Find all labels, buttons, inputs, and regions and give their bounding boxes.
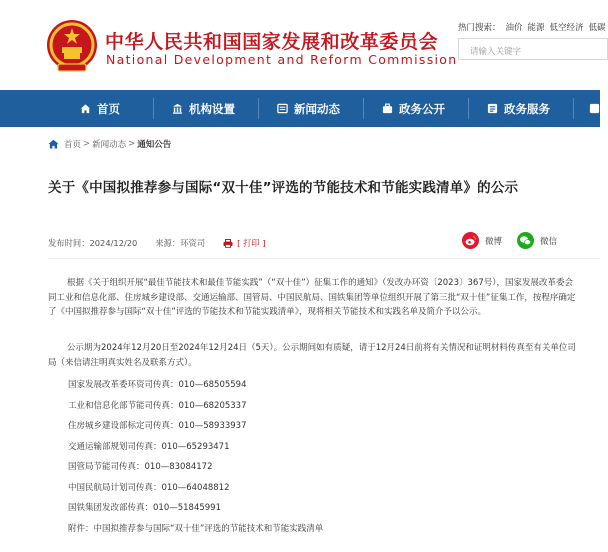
wechat-icon — [517, 232, 534, 249]
wechat-label: 微信 — [540, 236, 558, 247]
contact-line: 工业和信息化部节能司传真：010—68205337 — [68, 401, 247, 411]
nav-item-gov-services[interactable] — [487, 90, 550, 127]
publish-date: 2024/12/20 — [89, 238, 138, 248]
news-icon — [277, 103, 288, 114]
more-nav-icon — [589, 103, 600, 114]
nav-item-institutions[interactable] — [172, 90, 235, 127]
nav-divider — [468, 98, 469, 119]
print-label: [ 打印 ] — [237, 238, 266, 248]
nav-label: 机构设置 — [189, 101, 235, 116]
breadcrumb-separator: > — [128, 139, 136, 149]
breadcrumb — [48, 138, 171, 150]
search-input[interactable] — [459, 42, 607, 62]
hot-search-item[interactable]: 低空经济 — [549, 23, 584, 33]
share-wechat[interactable] — [517, 232, 557, 249]
nav-divider — [573, 98, 574, 119]
nav-item-news[interactable] — [277, 90, 340, 127]
article-title: 关于《中国拟推荐参与国际“双十佳”评选的节能技术和节能实践清单》的公示 — [48, 180, 519, 196]
print-icon — [223, 239, 233, 248]
article-paragraph: 公示期为2024年12月20日至2024年12月24日（5天）。公示期间如有质疑，请于12月24日前将有关情况和证明材料传真至有关单位司局（来信请注明真实姓名及联系方式）。 — [48, 343, 576, 368]
hot-search — [458, 21, 606, 33]
breadcrumb-home-icon — [48, 139, 59, 149]
nav-divider — [363, 98, 364, 119]
contact-line: 中国民航局计划司传真：010—64048812 — [68, 483, 230, 493]
nav-label: 新闻动态 — [294, 101, 340, 116]
attachment-link[interactable]: 附件：中国拟推荐参与国际“双十佳”评选的节能技术和节能实践清单 — [68, 524, 324, 534]
breadcrumb-news[interactable]: 新闻动态 — [92, 140, 127, 150]
building-icon — [172, 103, 183, 114]
breadcrumb-home[interactable]: 首页 — [64, 140, 82, 150]
nav-label: 政务公开 — [399, 101, 445, 116]
article-meta — [48, 237, 265, 249]
breadcrumb-separator: > — [83, 139, 91, 149]
contact-line: 国铁集团发改部传真：010—51845991 — [68, 503, 221, 513]
source-label: 来源： — [155, 238, 181, 248]
nav-divider — [258, 98, 259, 119]
contact-line: 交通运输部规划司传真：010—65293471 — [68, 442, 230, 452]
contact-line: 住房城乡建设部标定司传真：010—58933937 — [68, 421, 247, 431]
print-button[interactable] — [223, 237, 265, 249]
briefcase-icon — [382, 103, 393, 114]
hot-search-item[interactable]: 油价 — [505, 23, 523, 33]
hot-search-item[interactable]: 低碳 — [588, 23, 606, 33]
article-source: 环资司 — [180, 238, 206, 248]
breadcrumb-notices[interactable]: 通知公告 — [137, 140, 172, 150]
nav-label: 政务服务 — [504, 101, 550, 116]
weibo-icon — [462, 232, 479, 249]
site-header — [0, 0, 606, 90]
meta-divider — [48, 258, 600, 259]
date-label: 发布时间： — [48, 238, 90, 248]
hot-search-label: 热门搜索： — [458, 23, 501, 33]
main-nav — [0, 90, 600, 127]
nav-item-gov-affairs[interactable] — [382, 90, 445, 127]
search-box — [458, 38, 608, 60]
home-icon — [80, 103, 91, 114]
article-paragraph: 根据《关于组织开展“最佳节能技术和最佳节能实践”（“双十佳”）征集工作的通知》（发改办环资〔2023〕367号），国家发展改革委会同工业和信息化部、住房城乡建设部、交通运输部、国管局、中国民航局、国铁集团等单位组织开展了第三批“双十佳”征集工作，按程序确定了《中国拟推荐参与国际“双十佳”评选的节能技术和节能实践清单》，现将相关节能技术和实践名单及简介予以公示。 — [48, 278, 576, 317]
contact-line: 国管局节能司传真：010—83084172 — [68, 462, 213, 472]
hot-search-item[interactable]: 能源 — [527, 23, 545, 33]
nav-item-more[interactable] — [589, 90, 606, 127]
site-title-en[interactable]: National Development and Reform Commission — [106, 52, 458, 67]
nav-item-home[interactable] — [80, 90, 120, 127]
nav-label: 首页 — [97, 101, 120, 116]
site-title-cn[interactable]: 中华人民共和国国家发展和改革委员会 — [105, 31, 439, 53]
service-icon — [487, 103, 498, 114]
national-emblem-icon[interactable] — [46, 19, 98, 73]
share-weibo[interactable] — [462, 232, 502, 249]
nav-divider — [153, 98, 154, 119]
weibo-label: 微博 — [485, 236, 503, 247]
contact-line: 国家发展改革委环资司传真：010—68505594 — [68, 380, 247, 390]
